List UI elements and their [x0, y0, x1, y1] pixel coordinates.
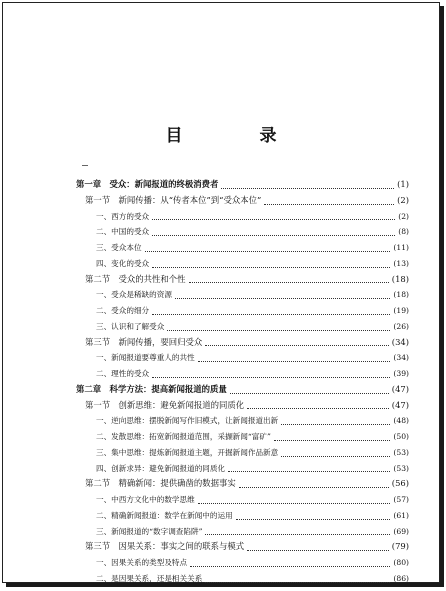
toc-entry-label: 三、集中思维：提炼新闻报道主题，开掘新闻作品新意	[96, 447, 279, 457]
toc-item	[76, 555, 409, 571]
toc-item	[76, 224, 409, 240]
toc-page-number: (13)	[393, 258, 409, 268]
toc-page-number: (34)	[391, 336, 409, 347]
toc-section	[76, 539, 409, 555]
dot-leader	[152, 235, 395, 236]
toc-section	[76, 398, 409, 414]
toc-entry-label: 二、发散思维：拓宽新闻报道范围，采撷新闻“富矿”	[96, 432, 271, 441]
toc-entry-label: 第一章 受众：新闻报道的终极消费者	[76, 179, 219, 189]
toc-section	[76, 193, 409, 209]
document-page	[2, 2, 440, 583]
toc-item	[76, 319, 409, 335]
margin-mark	[82, 165, 88, 166]
toc-item	[76, 366, 409, 382]
toc-section	[76, 272, 409, 288]
toc-item	[76, 209, 409, 225]
dot-leader	[247, 550, 389, 551]
toc-page-number: (57)	[393, 495, 409, 504]
dot-leader	[205, 534, 390, 535]
toc-entry-label: 第二章 科学方法：提高新闻报道的质量	[76, 383, 227, 394]
toc-entry-label: 一、受众是稀缺的资源	[96, 290, 172, 300]
dot-leader	[152, 267, 390, 268]
toc-item	[76, 256, 409, 272]
dot-leader	[205, 345, 389, 346]
toc-page-number: (86)	[393, 573, 409, 583]
dot-leader	[239, 487, 389, 488]
dot-leader	[152, 377, 390, 378]
toc-page-number: (18)	[393, 290, 409, 300]
toc-section	[76, 476, 409, 492]
toc-page-number: (53)	[393, 463, 409, 473]
dot-leader	[152, 219, 395, 220]
dot-leader	[236, 519, 391, 520]
toc-entry-label: 第二节 精确新闻：提供确凿的数据事实	[85, 478, 236, 489]
toc-page-number: (39)	[393, 369, 409, 378]
dot-leader	[281, 424, 390, 425]
page-title: 目 录	[165, 126, 307, 146]
dot-leader	[198, 503, 391, 504]
toc-entry-label: 二、受众的细分	[96, 306, 150, 315]
dot-leader	[190, 566, 390, 567]
toc-page-number: (61)	[393, 510, 409, 520]
toc-page-number: (18)	[391, 273, 409, 284]
dot-leader	[221, 188, 394, 189]
toc-page-number: (47)	[391, 383, 409, 394]
toc-page-number: (79)	[391, 541, 409, 552]
toc-item	[76, 524, 409, 540]
dot-leader	[189, 282, 389, 283]
table-of-contents	[76, 177, 409, 587]
toc-page-number: (2)	[397, 194, 409, 205]
toc-entry-label: 四、创新求异：避免新闻报道的同质化	[96, 463, 226, 473]
dot-leader	[152, 314, 390, 315]
toc-entry-label: 二、是因果关系，还是相关关系	[96, 573, 203, 583]
toc-entry-label: 第二节 受众的共性和个性	[85, 273, 186, 284]
dot-leader	[167, 330, 390, 331]
dot-leader	[198, 361, 391, 362]
dot-leader	[264, 204, 394, 205]
toc-entry-label: 第三节 新闻传播，要回归受众	[85, 336, 203, 347]
dot-leader	[281, 456, 390, 457]
toc-entry-label: 一、逆向思维：摆脱新闻写作旧模式，让新闻报道出新	[96, 416, 279, 426]
toc-page-number: (11)	[393, 243, 409, 252]
dot-leader	[205, 582, 390, 583]
toc-page-number: (56)	[391, 478, 409, 489]
toc-entry-label: 二、中国的受众	[96, 227, 150, 237]
toc-entry-label: 二、精确新闻报道：数学在新闻中的运用	[96, 510, 233, 520]
toc-entry-label: 三、新闻报道的“数字调查陷阱”	[96, 526, 203, 536]
toc-item	[76, 429, 409, 445]
toc-entry-label: 第三节 因果关系：事实之间的联系与模式	[85, 541, 245, 552]
toc-page-number: (34)	[393, 353, 409, 363]
toc-page-number: (47)	[391, 399, 409, 410]
toc-item	[76, 350, 409, 366]
toc-item	[76, 571, 409, 587]
toc-item	[76, 287, 409, 303]
dot-leader	[230, 393, 389, 394]
dot-leader	[145, 251, 391, 252]
dot-leader	[228, 471, 390, 472]
dot-leader	[274, 440, 391, 441]
toc-page-number: (26)	[393, 321, 409, 331]
toc-chapter	[76, 177, 409, 193]
toc-item	[76, 445, 409, 461]
dot-leader	[247, 408, 389, 409]
toc-entry-label: 一、中西方文化中的数学思维	[96, 495, 195, 504]
toc-entry-label: 第一节 创新思维：避免新闻报道的同质化	[85, 399, 245, 410]
toc-chapter	[76, 382, 409, 398]
toc-page-number: (2)	[398, 211, 409, 221]
toc-page-number: (48)	[393, 416, 409, 426]
toc-item	[76, 492, 409, 508]
toc-page-number: (1)	[397, 179, 409, 189]
toc-entry-label: 一、因果关系的类型及特点	[96, 558, 188, 567]
toc-item	[76, 413, 409, 429]
toc-section	[76, 335, 409, 351]
toc-entry-label: 一、新闻报道要尊重人的共性	[96, 353, 195, 363]
toc-entry-label: 一、西方的受众	[96, 211, 150, 221]
toc-page-number: (19)	[393, 306, 409, 315]
toc-page-number: (50)	[393, 432, 409, 441]
toc-item	[76, 303, 409, 319]
dot-leader	[175, 298, 390, 299]
toc-item	[76, 508, 409, 524]
toc-entry-label: 四、变化的受众	[96, 258, 150, 268]
toc-page-number: (8)	[398, 227, 409, 237]
toc-page-number: (80)	[393, 558, 409, 567]
toc-page-number: (53)	[393, 447, 409, 457]
toc-page-number: (69)	[393, 526, 409, 536]
toc-entry-label: 二、理性的受众	[96, 369, 150, 378]
toc-entry-label: 三、受众本位	[96, 243, 142, 252]
toc-entry-label: 三、认识和了解受众	[96, 321, 165, 331]
toc-entry-label: 第一节 新闻传播：从“传者本位”到“受众本位”	[85, 194, 262, 205]
toc-item	[76, 240, 409, 256]
toc-item	[76, 461, 409, 477]
